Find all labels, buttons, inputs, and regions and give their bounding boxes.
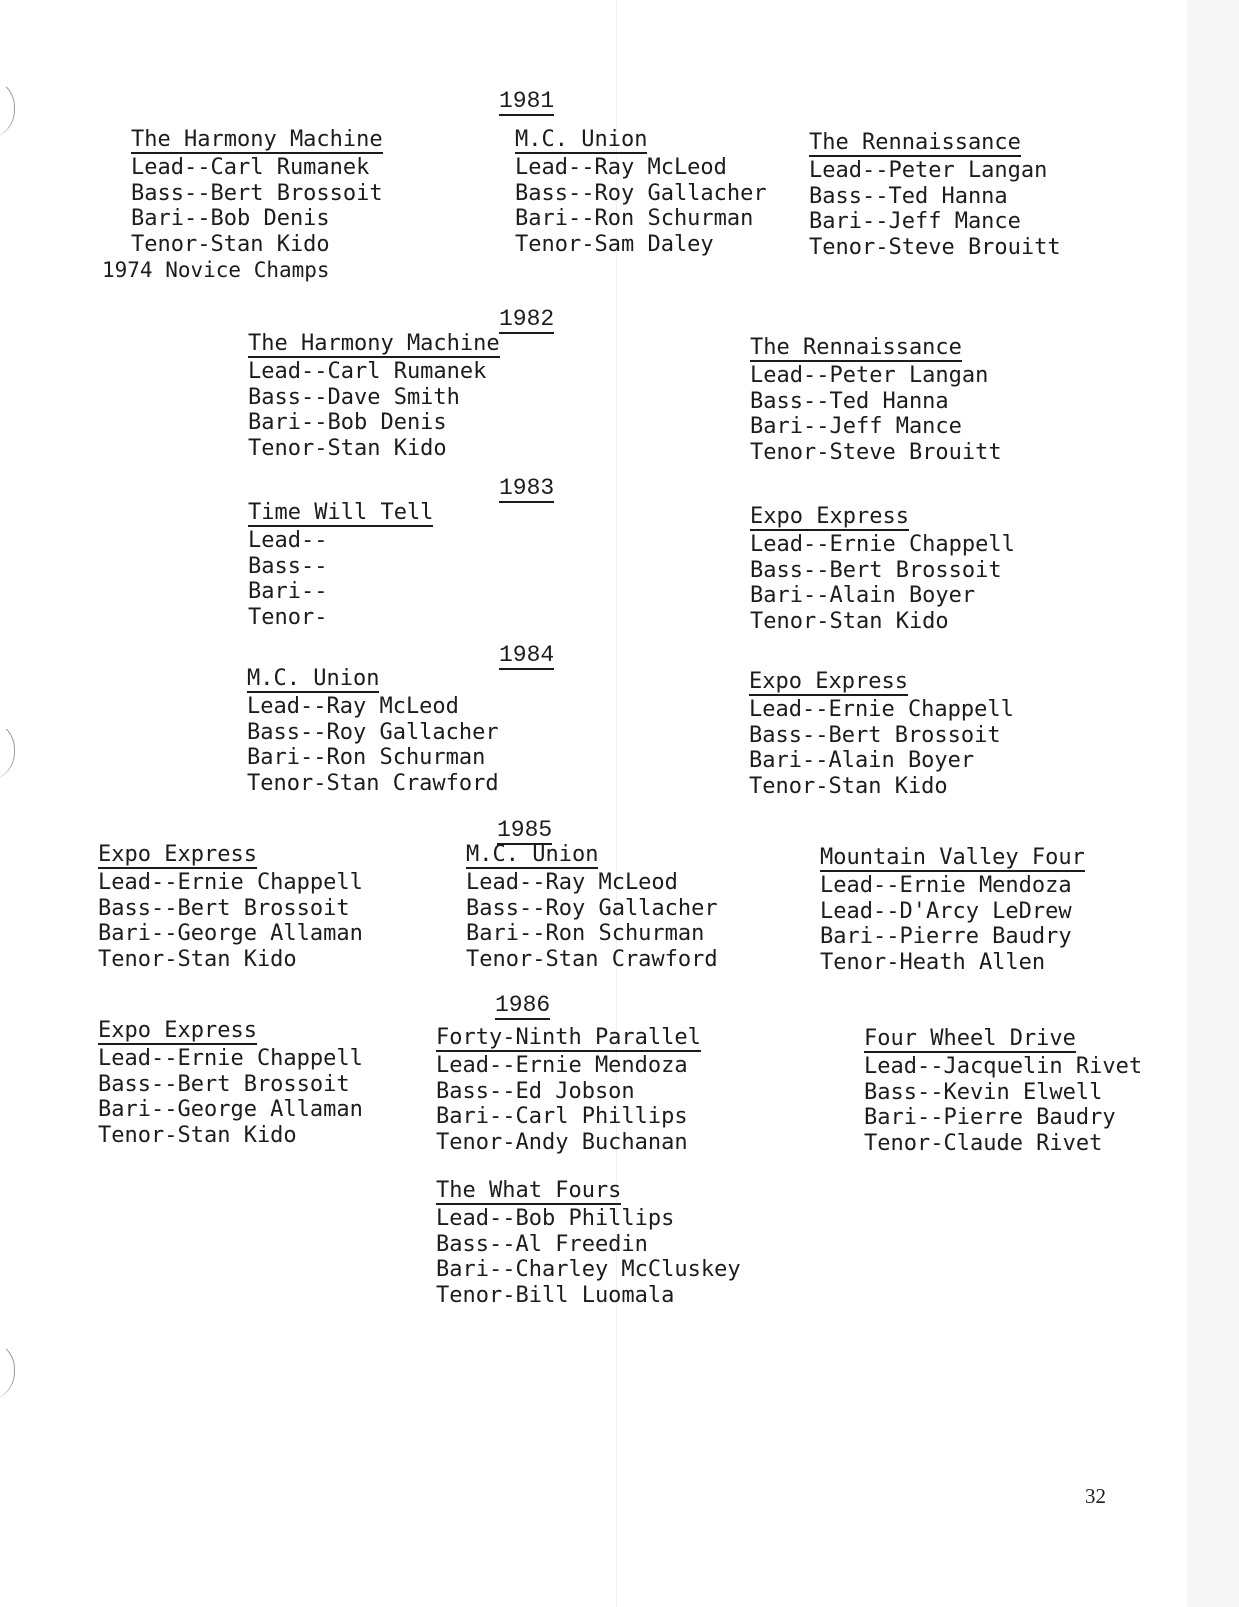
member-line: Tenor- bbox=[248, 604, 328, 630]
quartet-name: The Harmony Machine bbox=[131, 127, 383, 152]
member-line: Lead--Ernie Mendoza bbox=[436, 1053, 688, 1078]
quartet-name: Mountain Valley Four bbox=[820, 845, 1085, 870]
member-line: Lead--D'Arcy LeDrew bbox=[820, 898, 1072, 924]
member-line: Lead--Peter Langan bbox=[750, 363, 989, 388]
binding-hole-mark bbox=[0, 78, 15, 139]
scan-edge-shade bbox=[1187, 0, 1239, 1607]
quartet-name: Expo Express bbox=[98, 842, 257, 867]
member-line: Bass--Ted Hanna bbox=[809, 183, 1008, 209]
member-line: Bari--Ron Schurman bbox=[515, 206, 754, 231]
quartet-block bbox=[248, 332, 500, 461]
year-heading: 1981 bbox=[499, 88, 555, 114]
member-line: Bass--Kevin Elwell bbox=[864, 1079, 1103, 1105]
member-line: Bari--Ron Schurman bbox=[466, 921, 705, 946]
quartet-name: M.C. Union bbox=[247, 666, 380, 691]
quartet-name: M.C. Union bbox=[515, 127, 648, 152]
quartet-name: Forty-Ninth Parallel bbox=[436, 1025, 701, 1050]
member-line: Bass--Roy Gallacher bbox=[247, 719, 499, 745]
member-line: Tenor-Stan Kido bbox=[248, 435, 447, 461]
page-number: 32 bbox=[1085, 1484, 1106, 1508]
member-line: Bass--Bert Brossoit bbox=[98, 895, 350, 921]
member-line: Bass--Ed Jobson bbox=[436, 1078, 635, 1104]
member-line: Bass--Ted Hanna bbox=[750, 388, 949, 414]
year-heading: 1983 bbox=[499, 475, 555, 501]
member-line: Bari--Charley McCluskey bbox=[436, 1257, 741, 1282]
member-line: Tenor-Stan Crawford bbox=[466, 946, 718, 972]
member-line: Bass--Dave Smith bbox=[248, 384, 460, 410]
quartet-name: The Rennaissance bbox=[809, 130, 1021, 155]
quartet-block bbox=[749, 670, 1014, 799]
quartet-name: The What Fours bbox=[436, 1178, 622, 1203]
member-line: Lead--Carl Rumanek bbox=[248, 359, 487, 384]
member-line: Bass--Bert Brossoit bbox=[750, 557, 1002, 583]
member-line: Lead--Peter Langan bbox=[809, 158, 1048, 183]
quartet-name: Four Wheel Drive bbox=[864, 1026, 1076, 1051]
quartet-name: Expo Express bbox=[749, 669, 908, 694]
member-line: Tenor-Claude Rivet bbox=[864, 1130, 1103, 1156]
quartet-block bbox=[809, 131, 1061, 260]
member-line: Bari--Jeff Mance bbox=[750, 414, 962, 439]
quartet-block bbox=[98, 1019, 363, 1148]
member-line: Tenor-Stan Kido bbox=[750, 608, 949, 634]
member-line: Bari--George Allaman bbox=[98, 1097, 363, 1122]
quartet-name: The Rennaissance bbox=[750, 335, 962, 360]
quartet-note: 1974 Novice Champs bbox=[102, 258, 330, 282]
quartet-block bbox=[820, 846, 1085, 975]
quartet-block bbox=[248, 501, 433, 630]
member-line: Bass--Bert Brossoit bbox=[98, 1071, 350, 1097]
member-line: Tenor-Stan Kido bbox=[749, 773, 948, 799]
member-line: Lead--Ernie Chappell bbox=[750, 532, 1015, 557]
member-line: Tenor-Stan Kido bbox=[98, 1122, 297, 1148]
year-heading: 1985 bbox=[497, 817, 553, 843]
quartet-name: M.C. Union bbox=[466, 842, 599, 867]
quartet-name: Time Will Tell bbox=[248, 500, 434, 525]
member-line: Lead--Jacquelin Rivet bbox=[864, 1054, 1143, 1079]
member-line: Bari--Alain Boyer bbox=[750, 583, 976, 608]
quartet-block bbox=[247, 667, 499, 796]
binding-hole-mark bbox=[0, 720, 15, 781]
quartet-block bbox=[98, 843, 363, 972]
member-line: Bass--Al Freedin bbox=[436, 1231, 648, 1257]
quartet-block bbox=[436, 1179, 741, 1308]
quartet-block bbox=[750, 505, 1015, 634]
member-line: Lead-- bbox=[248, 528, 328, 553]
member-line: Bass--Roy Gallacher bbox=[515, 180, 767, 206]
member-line: Bass-- bbox=[248, 553, 328, 579]
quartet-name: Expo Express bbox=[750, 504, 909, 529]
member-line: Lead--Ernie Chappell bbox=[98, 1046, 363, 1071]
year-heading: 1984 bbox=[499, 642, 555, 668]
member-line: Bari--Carl Phillips bbox=[436, 1104, 688, 1129]
quartet-name: The Harmony Machine bbox=[248, 331, 500, 356]
member-line: Bari--Ron Schurman bbox=[247, 745, 486, 770]
year-heading: 1982 bbox=[499, 306, 555, 332]
member-line: Bari--Bob Denis bbox=[248, 410, 447, 435]
member-line: Tenor-Heath Allen bbox=[820, 949, 1046, 975]
member-line: Tenor-Steve Brouitt bbox=[750, 439, 1002, 465]
quartet-block bbox=[466, 843, 718, 972]
member-line: Bass--Bert Brossoit bbox=[749, 722, 1001, 748]
member-line: Bari-- bbox=[248, 579, 328, 604]
member-line: Tenor-Stan Kido bbox=[131, 231, 330, 257]
member-line: Lead--Bob Phillips bbox=[436, 1206, 675, 1231]
member-line: Lead--Ray McLeod bbox=[247, 694, 459, 719]
quartet-name: Expo Express bbox=[98, 1018, 257, 1043]
member-line: Bass--Bert Brossoit bbox=[131, 180, 383, 206]
quartet-block bbox=[436, 1026, 701, 1155]
quartet-block bbox=[864, 1027, 1142, 1156]
member-line: Bari--Pierre Baudry bbox=[864, 1105, 1116, 1130]
member-line: Lead--Ernie Chappell bbox=[98, 870, 363, 895]
member-line: Tenor-Andy Buchanan bbox=[436, 1129, 688, 1155]
member-line: Tenor-Stan Kido bbox=[98, 946, 297, 972]
member-line: Bass--Roy Gallacher bbox=[466, 895, 718, 921]
member-line: Bari--Pierre Baudry bbox=[820, 924, 1072, 949]
member-line: Lead--Ray McLeod bbox=[515, 155, 727, 180]
member-line: Bari--Alain Boyer bbox=[749, 748, 975, 773]
member-line: Lead--Ray McLeod bbox=[466, 870, 678, 895]
member-line: Lead--Carl Rumanek bbox=[131, 155, 370, 180]
quartet-block bbox=[750, 336, 1002, 465]
member-line: Tenor-Bill Luomala bbox=[436, 1282, 675, 1308]
member-line: Bari--Bob Denis bbox=[131, 206, 330, 231]
member-line: Bari--Jeff Mance bbox=[809, 209, 1021, 234]
member-line: Tenor-Steve Brouitt bbox=[809, 234, 1061, 260]
member-line: Tenor-Sam Daley bbox=[515, 231, 714, 257]
member-line: Bari--George Allaman bbox=[98, 921, 363, 946]
member-line: Lead--Ernie Chappell bbox=[749, 697, 1014, 722]
year-heading: 1986 bbox=[495, 992, 551, 1018]
quartet-block bbox=[515, 128, 767, 257]
member-line: Lead--Ernie Mendoza bbox=[820, 873, 1072, 898]
member-line: Tenor-Stan Crawford bbox=[247, 770, 499, 796]
quartet-block bbox=[131, 128, 383, 257]
binding-hole-mark bbox=[0, 1340, 15, 1401]
